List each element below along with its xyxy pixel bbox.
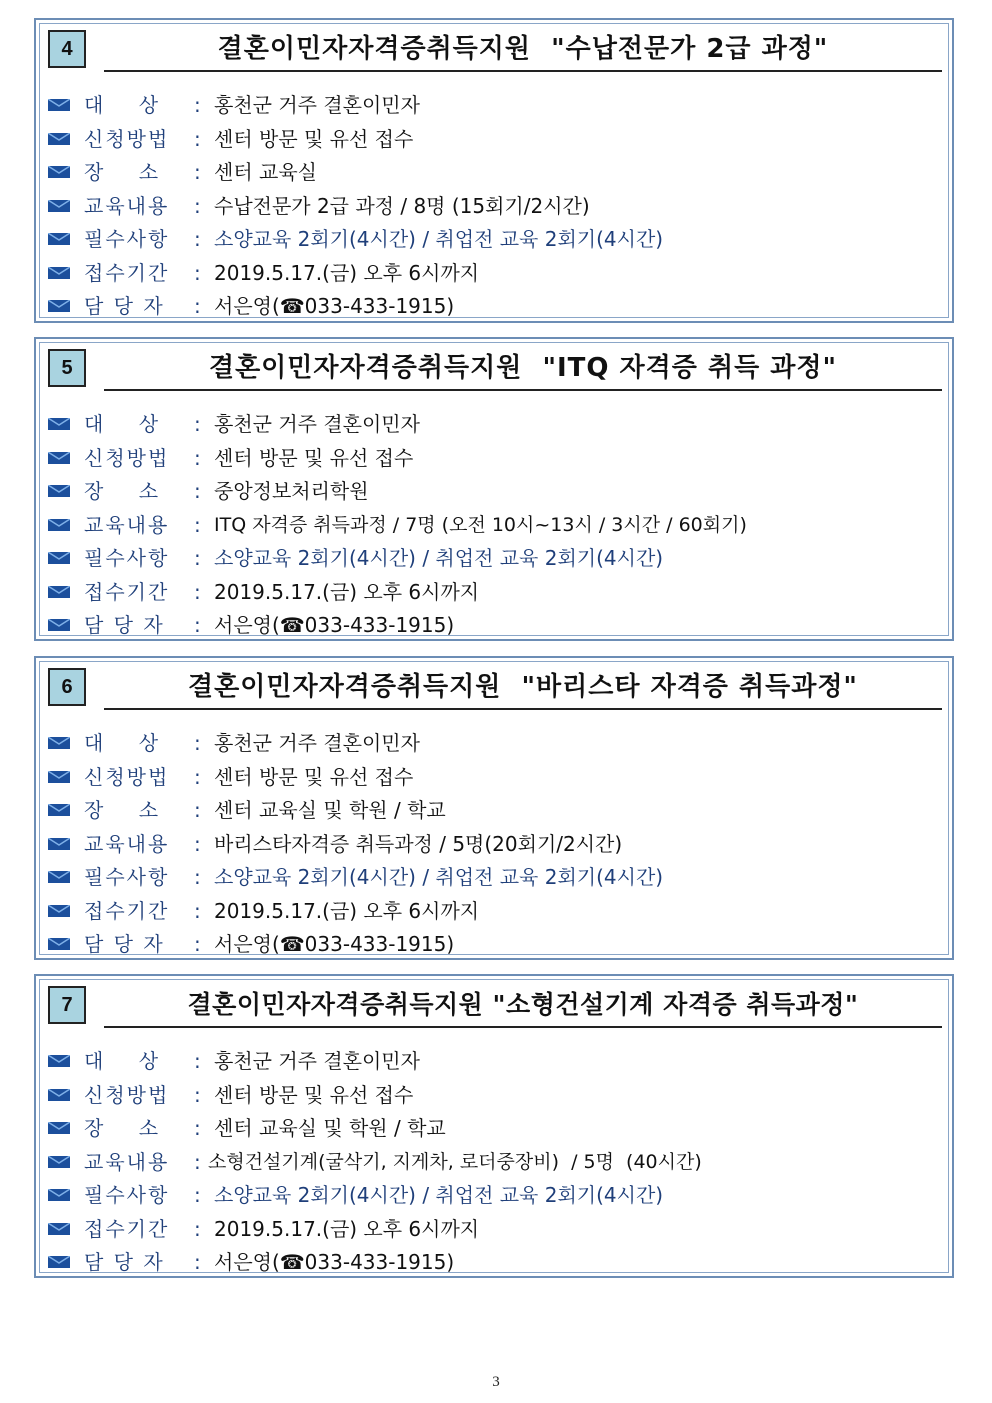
envelope-icon (48, 905, 70, 917)
info-separator: : (194, 764, 201, 789)
info-value: 2019.5.17.(금) 오후 6시까지 (214, 579, 480, 604)
info-separator: : (194, 512, 201, 537)
info-separator: : (194, 1250, 201, 1274)
info-row-required (48, 1180, 942, 1214)
info-row-place (48, 157, 942, 191)
envelope-icon (48, 804, 70, 816)
info-label: 접수기간 (84, 898, 170, 923)
info-label: 필수사항 (84, 546, 170, 570)
info-list (48, 1046, 942, 1281)
page-number: 3 (492, 1374, 500, 1390)
info-value: 2019.5.17.(금) 오후 6시까지 (214, 898, 480, 923)
envelope-icon (48, 552, 70, 564)
info-label: 접수기간 (84, 579, 170, 604)
info-value: 센터 방문 및 유선 접수 (214, 126, 414, 151)
section-title: 결혼이민자자격증취득지원 "ITQ 자격증 취득 과정" (104, 349, 942, 391)
info-separator: : (194, 546, 201, 570)
info-label: 신청방법 (84, 764, 170, 789)
info-row-contact (48, 1247, 942, 1281)
info-row-required (48, 543, 942, 577)
section-header (48, 986, 942, 1032)
info-value: 중앙정보처리학원 (214, 479, 369, 503)
section-card-4 (34, 18, 954, 323)
info-label: 신청방법 (84, 126, 170, 151)
info-separator: : (194, 1216, 201, 1241)
info-separator: : (194, 613, 201, 637)
info-label: 교육내용 (84, 831, 170, 856)
section-header (48, 30, 942, 76)
info-label: 교육내용 (84, 193, 170, 218)
info-row-place (48, 795, 942, 829)
envelope-icon (48, 233, 70, 245)
info-separator: : (194, 193, 201, 218)
section-header (48, 668, 942, 714)
envelope-icon (48, 1256, 70, 1268)
info-value: 서은영(☎033-433-1915) (214, 613, 455, 637)
envelope-icon (48, 418, 70, 430)
info-separator: : (194, 260, 201, 285)
section-title: 결혼이민자자격증취득지원 "바리스타 자격증 취득과정" (104, 668, 942, 710)
info-value: 센터 방문 및 유선 접수 (214, 1082, 414, 1107)
info-value: 소양교육 2회기(4시간) / 취업전 교육 2회기(4시간) (214, 865, 664, 889)
info-value: ITQ 자격증 취득과정 / 7명 (오전 10시~13시 / 3시간 / 60회기) (214, 513, 747, 536)
info-separator: : (194, 1049, 201, 1073)
info-label: 필수사항 (84, 865, 170, 889)
info-list (48, 90, 942, 325)
info-row-target (48, 1046, 942, 1080)
section-number: 4 (48, 30, 86, 68)
section-number: 5 (48, 349, 86, 387)
envelope-icon (48, 200, 70, 212)
info-separator: : (194, 227, 201, 251)
info-separator: : (194, 412, 201, 436)
info-value: 소양교육 2회기(4시간) / 취업전 교육 2회기(4시간) (214, 1183, 664, 1207)
info-separator: : (194, 294, 201, 318)
info-row-target (48, 409, 942, 443)
info-label: 장 소 (84, 1116, 161, 1140)
info-label: 장 소 (84, 160, 161, 184)
info-separator: : (194, 479, 201, 503)
info-row-target (48, 90, 942, 124)
info-separator: : (194, 831, 201, 856)
info-separator: : (194, 126, 201, 151)
info-value: 서은영(☎033-433-1915) (214, 294, 455, 318)
envelope-icon (48, 1156, 70, 1168)
info-list (48, 409, 942, 644)
info-row-content (48, 1147, 942, 1181)
info-separator: : (194, 731, 201, 755)
info-row-contact (48, 610, 942, 644)
info-row-content (48, 829, 942, 863)
info-value: 소양교육 2회기(4시간) / 취업전 교육 2회기(4시간) (214, 227, 664, 251)
info-label: 신청방법 (84, 1082, 170, 1107)
info-row-period (48, 577, 942, 611)
envelope-icon (48, 838, 70, 850)
info-row-content (48, 191, 942, 225)
info-value: 센터 교육실 및 학원 / 학교 (214, 1116, 446, 1140)
info-value: 홍천군 거주 결혼이민자 (214, 731, 420, 755)
info-value: 서은영(☎033-433-1915) (214, 932, 455, 956)
info-label: 접수기간 (84, 260, 170, 285)
envelope-icon (48, 1223, 70, 1235)
info-label: 장 소 (84, 798, 161, 822)
info-label: 대 상 (84, 731, 161, 755)
info-label: 담 당 자 (84, 1250, 165, 1274)
info-separator: : (194, 1183, 201, 1207)
info-separator: : (194, 1082, 201, 1107)
envelope-icon (48, 485, 70, 497)
info-value: 2019.5.17.(금) 오후 6시까지 (214, 1216, 480, 1241)
envelope-icon (48, 452, 70, 464)
info-row-method (48, 1080, 942, 1114)
info-value: 2019.5.17.(금) 오후 6시까지 (214, 260, 480, 285)
info-row-target (48, 728, 942, 762)
envelope-icon (48, 166, 70, 178)
info-row-period (48, 1214, 942, 1248)
info-value: 홍천군 거주 결혼이민자 (214, 93, 420, 117)
section-number: 7 (48, 986, 86, 1024)
info-separator: : (194, 1116, 201, 1140)
info-label: 담 당 자 (84, 932, 165, 956)
info-row-contact (48, 291, 942, 325)
info-label: 필수사항 (84, 1183, 170, 1207)
section-header (48, 349, 942, 395)
info-label: 교육내용 (84, 512, 170, 537)
info-row-period (48, 258, 942, 292)
envelope-icon (48, 519, 70, 531)
envelope-icon (48, 300, 70, 312)
envelope-icon (48, 619, 70, 631)
info-value: 센터 교육실 및 학원 / 학교 (214, 798, 446, 822)
info-row-place (48, 1113, 942, 1147)
info-label: 대 상 (84, 412, 161, 436)
envelope-icon (48, 1055, 70, 1067)
info-row-required (48, 224, 942, 258)
info-label: 교육내용 (84, 1149, 170, 1174)
info-row-method (48, 124, 942, 158)
info-value: 수납전문가 2급 과정 / 8명 (15회기/2시간) (214, 193, 590, 218)
info-separator: : (194, 579, 201, 604)
info-label: 대 상 (84, 1049, 161, 1073)
envelope-icon (48, 771, 70, 783)
info-value: 홍천군 거주 결혼이민자 (214, 412, 420, 436)
info-value: 바리스타자격증 취득과정 / 5명(20회기/2시간) (214, 831, 623, 856)
section-number: 6 (48, 668, 86, 706)
envelope-icon (48, 133, 70, 145)
envelope-icon (48, 737, 70, 749)
info-value: 센터 교육실 (214, 160, 317, 184)
info-separator: : (194, 898, 201, 923)
info-label: 담 당 자 (84, 294, 165, 318)
info-value: 소형건설기계(굴삭기, 지게차, 로더중장비) / 5명 (40시간) (208, 1150, 702, 1173)
info-row-method (48, 762, 942, 796)
info-separator: : (194, 798, 201, 822)
info-separator: : (194, 932, 201, 956)
info-value: 홍천군 거주 결혼이민자 (214, 1049, 420, 1073)
section-card-5 (34, 337, 954, 641)
section-title: 결혼이민자자격증취득지원 "수납전문가 2급 과정" (104, 30, 942, 72)
envelope-icon (48, 99, 70, 111)
section-title: 결혼이민자자격증취득지원 "소형건설기계 자격증 취득과정" (104, 986, 942, 1028)
info-value: 센터 방문 및 유선 접수 (214, 764, 414, 789)
info-label: 대 상 (84, 93, 161, 117)
info-label: 담 당 자 (84, 613, 165, 637)
info-label: 장 소 (84, 479, 161, 503)
info-separator: : (194, 160, 201, 184)
envelope-icon (48, 267, 70, 279)
envelope-icon (48, 1089, 70, 1101)
info-row-contact (48, 929, 942, 963)
info-row-place (48, 476, 942, 510)
envelope-icon (48, 871, 70, 883)
info-value: 서은영(☎033-433-1915) (214, 1250, 455, 1274)
envelope-icon (48, 1122, 70, 1134)
info-value: 소양교육 2회기(4시간) / 취업전 교육 2회기(4시간) (214, 546, 664, 570)
info-separator: : (194, 865, 201, 889)
info-separator: : (194, 445, 201, 470)
section-card-6 (34, 656, 954, 960)
info-label: 필수사항 (84, 227, 170, 251)
envelope-icon (48, 938, 70, 950)
info-row-period (48, 896, 942, 930)
info-value: 센터 방문 및 유선 접수 (214, 445, 414, 470)
envelope-icon (48, 586, 70, 598)
info-separator: : (194, 93, 201, 117)
info-label: 신청방법 (84, 445, 170, 470)
section-card-7 (34, 974, 954, 1278)
info-separator: : (194, 1149, 201, 1174)
info-row-method (48, 443, 942, 477)
envelope-icon (48, 1189, 70, 1201)
info-row-content (48, 510, 942, 544)
info-label: 접수기간 (84, 1216, 170, 1241)
info-row-required (48, 862, 942, 896)
info-list (48, 728, 942, 963)
